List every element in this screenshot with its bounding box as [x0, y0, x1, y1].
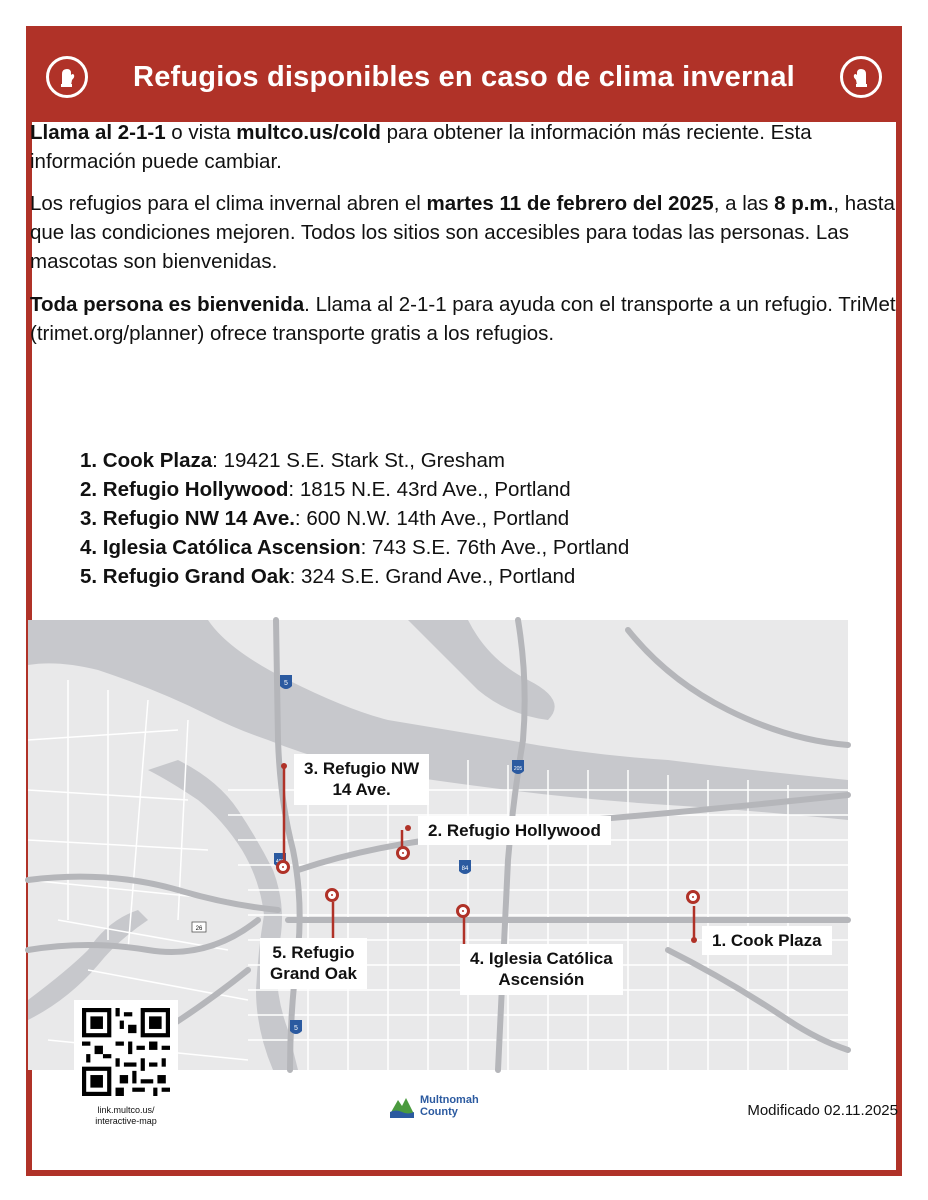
shelter-name: 3. Refugio NW 14 Ave.: [80, 507, 295, 531]
shelter-address: : 1815 N.E. 43rd Ave., Portland: [288, 478, 571, 502]
shelter-name: 2. Refugio Hollywood: [80, 478, 289, 502]
text-span: , hasta que las condiciones mejoren. Todos los sitios son accesibles para todas las personas. Las mascotas son bienvenidas.: [30, 192, 895, 274]
label-line: Grand Oak: [270, 964, 357, 984]
shelter-address: : 743 S.E. 76th Ave., Portland: [360, 536, 630, 560]
label-line: Ascensión: [498, 970, 585, 990]
i205-shield-label: 205: [513, 766, 523, 772]
text-span: . Llama al 2-1-1 para ayuda con el transporte a un refugio. TriMet (trimet.org/planner) ofrece transporte gratis a los refugios.: [30, 292, 896, 345]
logo-line: Multnomah: [420, 1093, 479, 1106]
shelter-pin-ascension[interactable]: [456, 904, 470, 918]
qr-code[interactable]: [82, 1008, 170, 1096]
list-item: [80, 446, 629, 475]
intro-paragraph-1: [30, 118, 898, 176]
modified-date: Modificado 02.11.2025: [747, 1102, 898, 1119]
label-line: 14 Ave.: [332, 780, 391, 800]
shelter-list: [80, 446, 629, 592]
label-line: 4. Iglesia Católica: [470, 949, 613, 968]
qr-code-card[interactable]: [74, 1000, 178, 1128]
list-item: [80, 475, 629, 504]
list-item: [80, 504, 629, 533]
time-bold: 8 p.m.: [774, 192, 834, 216]
label-line: 2. Refugio Hollywood: [428, 821, 601, 840]
qr-caption-line: link.multco.us/: [97, 1105, 155, 1115]
shelter-pin-nw14[interactable]: [276, 860, 290, 874]
map-label-nw14: [294, 754, 429, 805]
logo-line: County: [420, 1106, 458, 1118]
shelter-pin-cook-plaza[interactable]: [686, 890, 700, 904]
i5-south-shield-label: 5: [294, 1025, 298, 1032]
label-line: 1. Cook Plaza: [712, 931, 822, 950]
list-item: [80, 533, 629, 562]
shelter-address: : 600 N.W. 14th Ave., Portland: [294, 507, 570, 531]
text-span: Los refugios para el clima invernal abren el: [30, 192, 427, 216]
intro-paragraph-3: [30, 290, 898, 348]
i84-shield-label: 84: [461, 866, 469, 872]
intro-text: [30, 118, 898, 361]
list-item: [80, 562, 629, 591]
url-bold[interactable]: multco.us/cold: [236, 121, 381, 144]
page-title: Refugios disponibles en caso de clima invernal: [133, 60, 795, 93]
qr-caption-line: interactive-map: [95, 1115, 157, 1126]
mitten-icon: [840, 56, 882, 98]
map-label-ascension: [460, 944, 623, 995]
shelter-pin-grand-oak[interactable]: [325, 888, 339, 902]
shelter-address: : 324 S.E. Grand Ave., Portland: [289, 565, 576, 589]
shelter-name: 5. Refugio Grand Oak: [80, 565, 290, 589]
mountain-logo-icon: [388, 1092, 416, 1120]
text-span: para obtener la información más reciente. Esta información puede cambiar.: [30, 121, 812, 174]
shelter-pin-hollywood[interactable]: [396, 846, 410, 860]
intro-paragraph-2: [30, 189, 898, 276]
title-banner: [32, 32, 896, 122]
shelter-address: : 19421 S.E. Stark St., Gresham: [212, 449, 505, 472]
phone-bold: Llama al 2-1-1: [30, 121, 166, 144]
map-label-cook-plaza: [702, 926, 832, 955]
us26-shield-label: 26: [195, 926, 203, 932]
text-span: o vista: [165, 121, 237, 144]
river-channel: [408, 620, 555, 720]
map-label-grand-oak: [260, 938, 367, 989]
label-line: 5. Refugio: [272, 943, 355, 962]
date-bold: martes 11 de febrero del 2025: [426, 192, 714, 216]
shelter-name: 1. Cook Plaza: [80, 449, 213, 472]
county-logo: [388, 1092, 479, 1120]
shelter-name: 4. Iglesia Católica Ascension: [80, 536, 361, 560]
text-span: , a las: [713, 192, 775, 216]
i5-shield-label: 5: [284, 680, 288, 687]
qr-caption: [82, 1105, 170, 1127]
map-label-hollywood: [418, 816, 611, 845]
welcome-bold: Toda persona es bienvenida: [30, 292, 305, 316]
mitten-icon: [46, 56, 88, 98]
label-line: 3. Refugio NW: [304, 759, 420, 778]
